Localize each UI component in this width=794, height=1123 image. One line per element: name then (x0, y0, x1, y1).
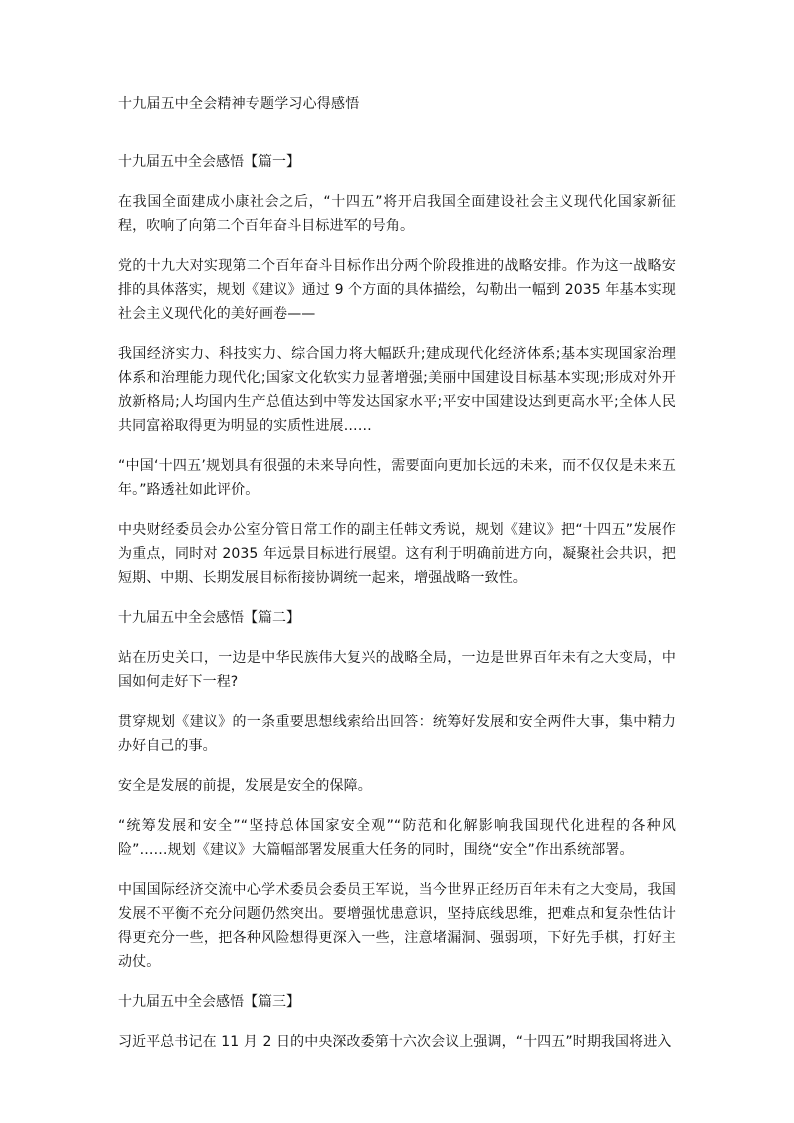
document-title: 十九届五中全会精神专题学习心得感悟 (118, 96, 360, 112)
section-heading-3: 十九届五中全会感悟【篇三】 (118, 994, 300, 1010)
section-2-paragraph-5: 中国国际经济交流中心学术委员会委员王军说，当今世界正经历百年未有之大变局，我国发展不平衡不充分问题仍然突出。要增强忧患意识，坚持底线思维，把难点和复杂性估计得更充分一些，把各种风险想得更深入一些，注意堵漏洞、强弱项，下好先手棋，打好主动仗。 (118, 882, 676, 970)
document-content (118, 92, 676, 1054)
section-1-paragraph-1: 在我国全面建成小康社会之后，“十四五”将开启我国全面建设社会主义现代化国家新征程，吹响了向第二个百年奋斗目标进军的号角。 (118, 194, 676, 234)
section-3-paragraph-1: 习近平总书记在 11 月 2 日的中央深改委第十六次会议上强调，“十四五”时期我国将进入 (118, 1034, 672, 1050)
section-1-paragraph-5: 中央财经委员会办公室分管日常工作的副主任韩文秀说，规划《建议》把“十四五”发展作为重点，同时对 2035 年远景目标进行展望。这有利于明确前进方向，凝聚社会共识，把短期、中期、长期发展目标衔接协调统一起来，增强战略一致性。 (118, 522, 676, 586)
section-1-paragraph-2: 党的十九大对实现第二个百年奋斗目标作出分两个阶段推进的战略安排。作为这一战略安排的具体落实，规划《建议》通过 9 个方面的具体描绘，勾勒出一幅到 2035 年基本实现社会主义现代化的美好画卷—— (118, 258, 676, 322)
section-2-paragraph-1: 站在历史关口，一边是中华民族伟大复兴的战略全局，一边是世界百年未有之大变局，中国如何走好下一程? (118, 650, 676, 690)
section-1-paragraph-3: 我国经济实力、科技实力、综合国力将大幅跃升;建成现代化经济体系;基本实现国家治理体系和治理能力现代化;国家文化软实力显著增强;美丽中国建设目标基本实现;形成对外开放新格局;人均国内生产总值达到中等发达国家水平;平安中国建设达到更高水平;全体人民共同富裕取得更为明显的实质性进展…… (118, 346, 676, 434)
section-heading-1: 十九届五中全会感悟【篇一】 (118, 154, 300, 170)
section-2-paragraph-2: 贯穿规划《建议》的一条重要思想线索给出回答：统筹好发展和安全两件大事，集中精力办好自己的事。 (118, 714, 676, 754)
section-1-paragraph-4: “中国‘十四五’规划具有很强的未来导向性，需要面向更加长远的未来，而不仅仅是未来五年。”路透社如此评价。 (118, 458, 676, 498)
section-heading-2: 十九届五中全会感悟【篇二】 (118, 610, 300, 626)
section-2-paragraph-3: 安全是发展的前提，发展是安全的保障。 (118, 778, 372, 794)
section-2-paragraph-4: “统筹发展和安全”“坚持总体国家安全观”“防范和化解影响我国现代化进程的各种风险”……规划《建议》大篇幅部署发展重大任务的同时，围绕“安全”作出系统部署。 (118, 818, 676, 858)
